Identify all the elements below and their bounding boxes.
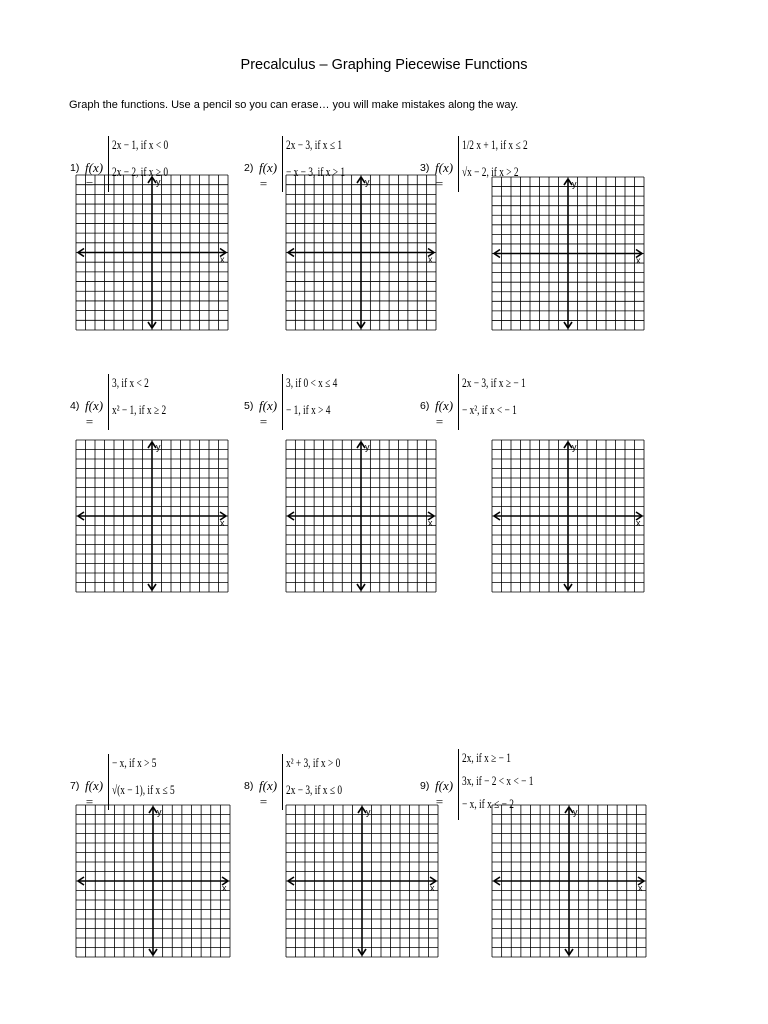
piecewise-brace bbox=[108, 374, 109, 430]
piecewise-brace bbox=[282, 754, 283, 810]
x-axis-label: x bbox=[428, 254, 433, 265]
grid-svg bbox=[286, 805, 438, 957]
grid-svg bbox=[492, 177, 644, 330]
grid-svg bbox=[286, 175, 436, 330]
piecewise-case: 3x, if − 2 < x < − 1 bbox=[462, 774, 534, 788]
function-label: f(x) = bbox=[259, 160, 278, 191]
y-axis-label: y bbox=[157, 807, 162, 817]
y-axis-label: y bbox=[365, 442, 370, 452]
piecewise-case: 2x − 3, if x ≥ − 1 bbox=[462, 376, 526, 390]
piecewise-case: x² − 1, if x ≥ 2 bbox=[112, 403, 167, 417]
coordinate-grid[interactable] bbox=[286, 175, 436, 330]
problem-number: 5) bbox=[244, 400, 254, 412]
piecewise-case: − 1, if x > 4 bbox=[286, 403, 331, 417]
x-axis-label: x bbox=[220, 518, 225, 528]
grid-svg bbox=[76, 440, 228, 592]
function-label: f(x) = bbox=[85, 160, 104, 191]
coordinate-grid[interactable] bbox=[492, 805, 646, 957]
piecewise-brace bbox=[282, 374, 283, 430]
coordinate-grid[interactable] bbox=[492, 440, 644, 592]
problem-number: 2) bbox=[244, 162, 254, 174]
problem-number: 3) bbox=[420, 162, 430, 174]
x-axis-label: x bbox=[638, 883, 643, 893]
y-axis-label: y bbox=[156, 442, 161, 452]
piecewise-brace bbox=[282, 136, 283, 192]
x-axis-label: x bbox=[222, 883, 227, 893]
piecewise-case: − x − 3, if x > 1 bbox=[286, 165, 346, 179]
grid-svg bbox=[492, 440, 644, 592]
function-label: f(x) = bbox=[435, 398, 454, 429]
x-axis-label: x bbox=[636, 518, 641, 528]
grid-svg bbox=[492, 805, 646, 957]
piecewise-case: √(x − 1), if x ≤ 5 bbox=[112, 783, 175, 797]
function-label: f(x) = bbox=[259, 778, 278, 809]
piecewise-case: 2x − 3, if x ≤ 1 bbox=[286, 138, 343, 152]
piecewise-case: 3, if x < 2 bbox=[112, 376, 149, 390]
piecewise-case: − x, if x ≤ − 2 bbox=[462, 797, 514, 811]
piecewise-case: 2x − 3, if x ≤ 0 bbox=[286, 783, 343, 797]
y-axis-label: y bbox=[572, 179, 577, 189]
piecewise-brace bbox=[458, 136, 459, 192]
piecewise-case: x² + 3, if x > 0 bbox=[286, 756, 341, 770]
problem-number: 9) bbox=[420, 780, 430, 792]
function-label: f(x) = bbox=[435, 160, 454, 191]
piecewise-case: 2x, if x ≥ − 1 bbox=[462, 751, 511, 765]
y-axis-label: y bbox=[572, 442, 577, 452]
function-label: f(x) = bbox=[85, 778, 104, 809]
piecewise-case: 1/2 x + 1, if x ≤ 2 bbox=[462, 138, 528, 152]
problem-number: 6) bbox=[420, 400, 430, 412]
y-axis-label: y bbox=[156, 177, 161, 187]
y-axis-label: y bbox=[573, 807, 578, 817]
piecewise-brace bbox=[458, 749, 459, 820]
piecewise-case: 2x − 1, if x < 0 bbox=[112, 138, 169, 152]
coordinate-grid[interactable] bbox=[76, 175, 228, 330]
piecewise-case: √x − 2, if x > 2 bbox=[462, 165, 519, 179]
piecewise-brace bbox=[458, 374, 459, 430]
x-axis-label: x bbox=[220, 254, 225, 265]
function-label: f(x) = bbox=[435, 778, 454, 809]
y-axis-label: y bbox=[365, 177, 370, 187]
problem-number: 7) bbox=[70, 780, 80, 792]
problem-number: 8) bbox=[244, 780, 254, 792]
problem-number: 1) bbox=[70, 162, 80, 174]
piecewise-case: − x², if x < − 1 bbox=[462, 403, 517, 417]
y-axis-label: y bbox=[366, 807, 371, 817]
grid-svg bbox=[286, 440, 436, 592]
coordinate-grid[interactable] bbox=[286, 805, 438, 957]
x-axis-label: x bbox=[430, 883, 435, 893]
instructions-text: Graph the functions. Use a pencil so you can erase… you will make mistakes along the way. bbox=[69, 99, 519, 111]
problem-number: 4) bbox=[70, 400, 80, 412]
piecewise-case: 3, if 0 < x ≤ 4 bbox=[286, 376, 338, 390]
x-axis-label: x bbox=[636, 255, 641, 266]
coordinate-grid[interactable] bbox=[76, 805, 230, 957]
function-label: f(x) = bbox=[259, 398, 278, 429]
piecewise-case: − x, if x > 5 bbox=[112, 756, 157, 770]
coordinate-grid[interactable] bbox=[286, 440, 436, 592]
grid-svg bbox=[76, 175, 228, 330]
coordinate-grid[interactable] bbox=[76, 440, 228, 592]
page-title: Precalculus – Graphing Piecewise Functions bbox=[240, 57, 528, 73]
piecewise-case: 2x − 2, if x ≥ 0 bbox=[112, 165, 169, 179]
grid-svg bbox=[76, 805, 230, 957]
function-label: f(x) = bbox=[85, 398, 104, 429]
piecewise-brace bbox=[108, 754, 109, 810]
coordinate-grid[interactable] bbox=[492, 177, 644, 330]
x-axis-label: x bbox=[428, 518, 433, 528]
